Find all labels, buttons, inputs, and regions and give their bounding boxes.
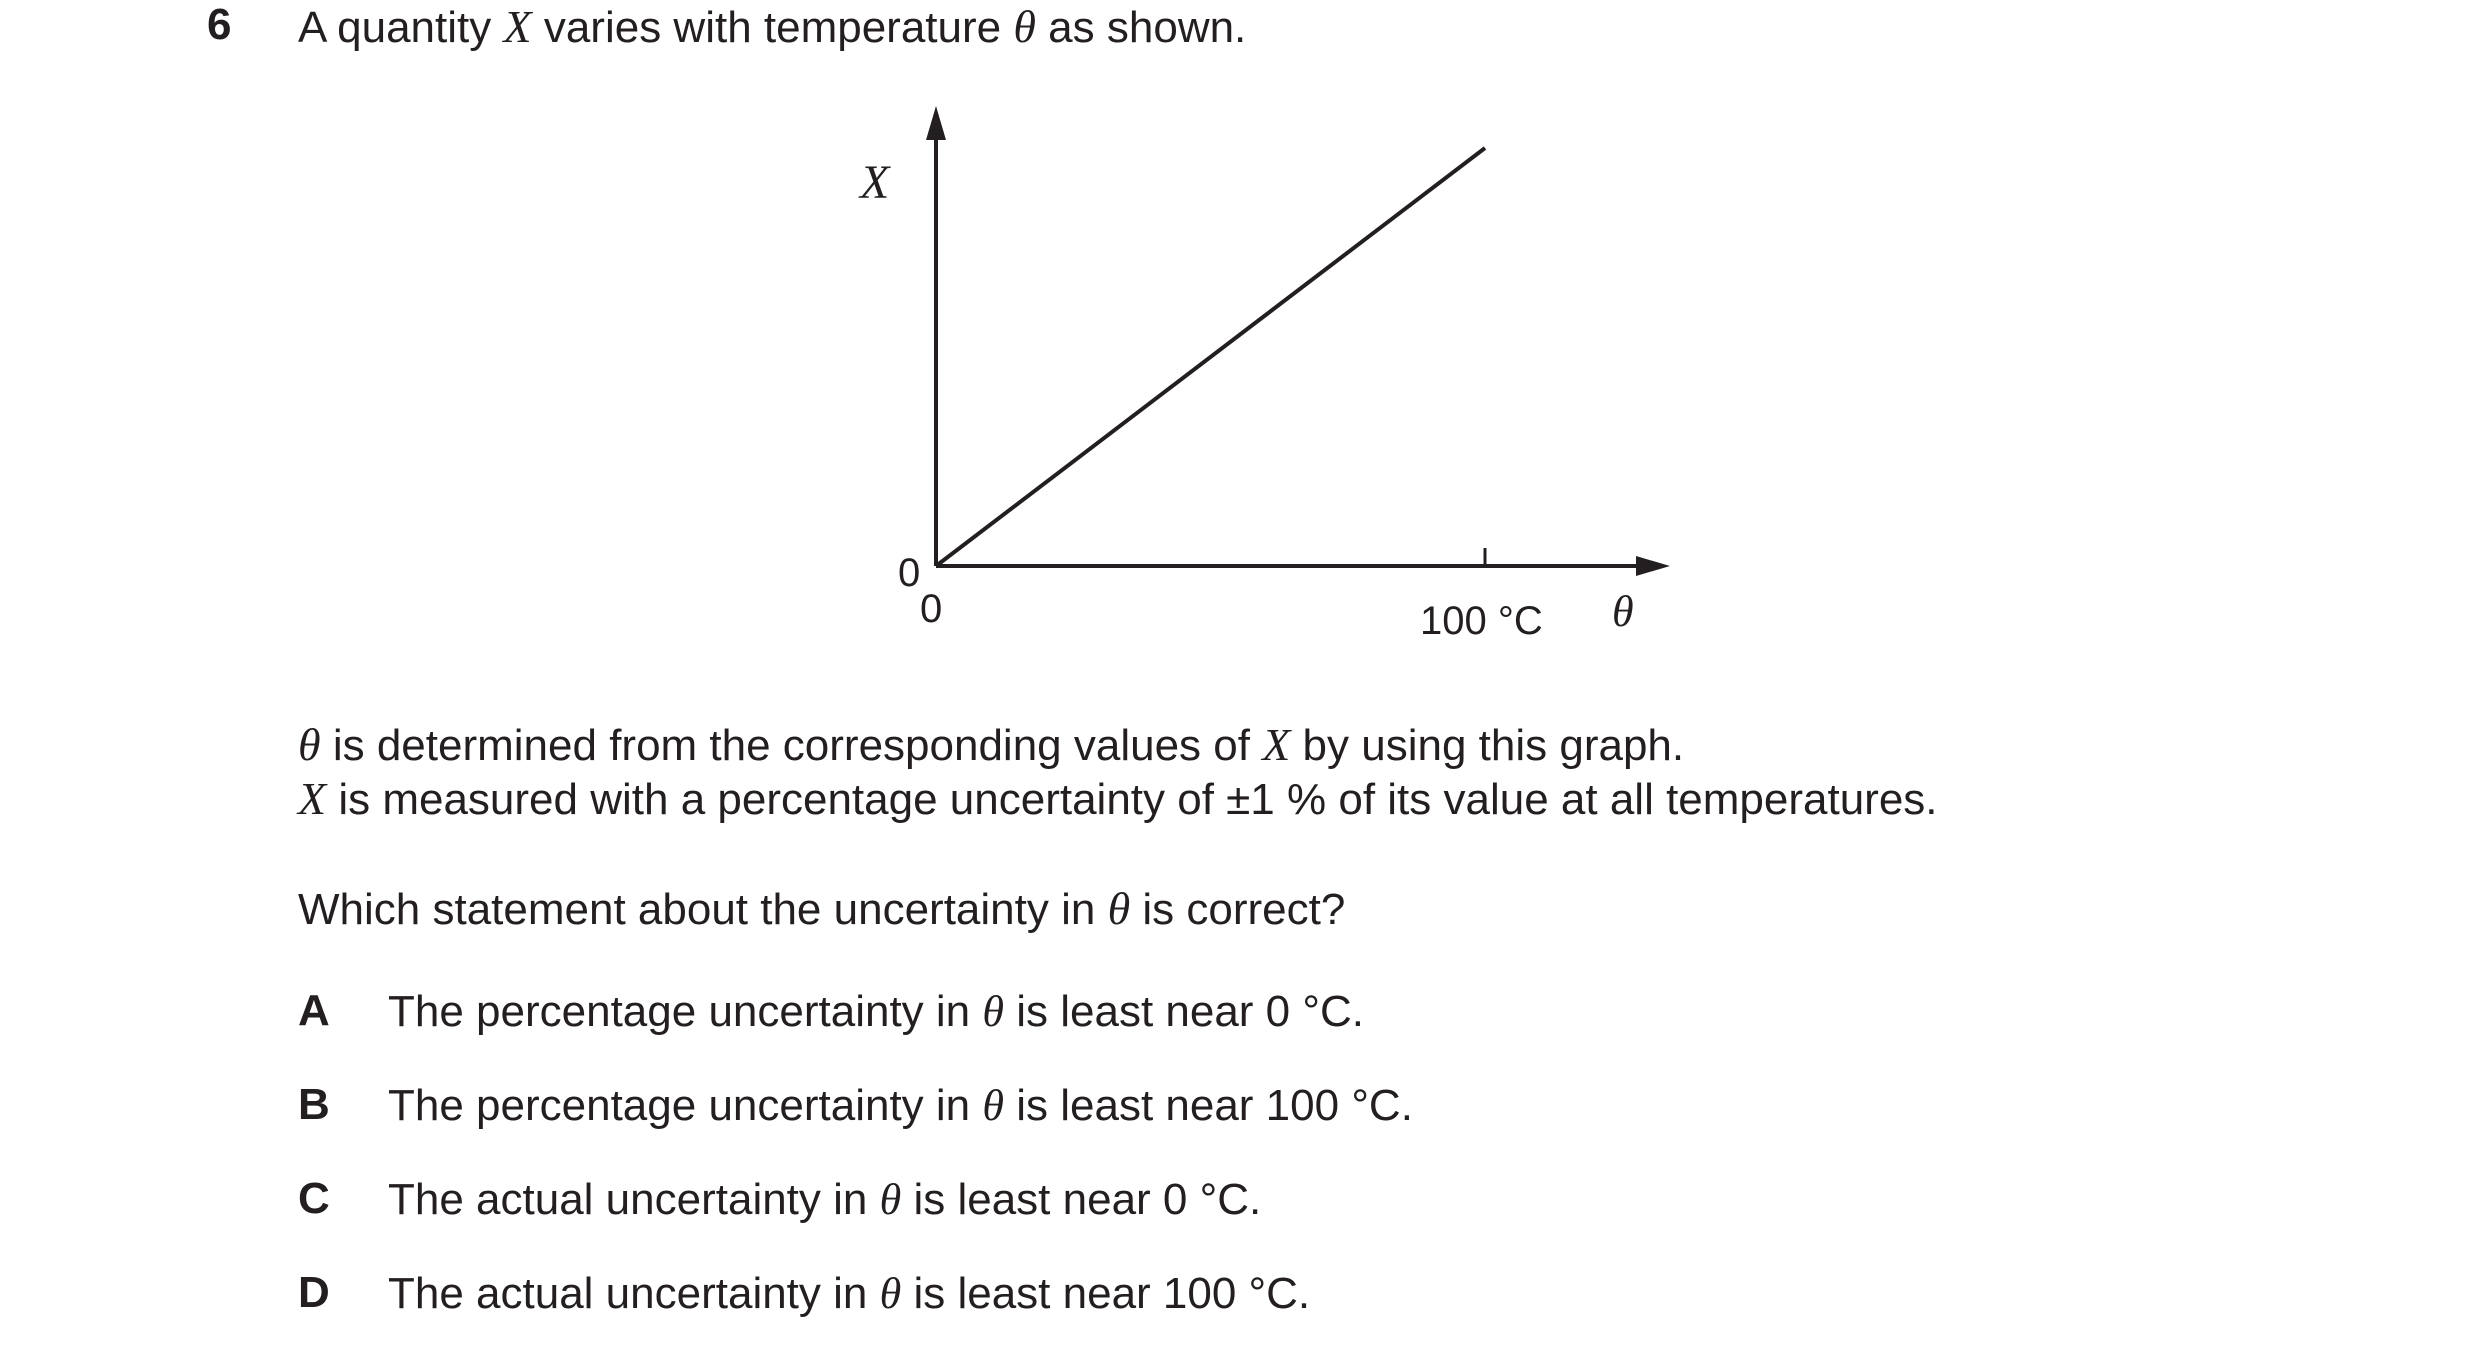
x-axis-label: θ (1612, 587, 1634, 636)
question-stem (298, 0, 1246, 53)
var-x: X (298, 773, 327, 824)
stem-text: varies with temperature (531, 3, 1014, 52)
text: is measured with a percentage uncertainty of ±1 % of its value at all temperatures. (326, 775, 1938, 824)
info-line-2 (298, 772, 1938, 825)
option-c-letter[interactable]: C (298, 1174, 330, 1223)
y-axis-label: X (860, 156, 890, 209)
x-axis-arrowhead (1636, 556, 1670, 576)
option-b-letter[interactable]: B (298, 1080, 330, 1129)
var-theta: θ (879, 1175, 902, 1224)
option-a-letter[interactable]: A (298, 986, 330, 1035)
text: is determined from the corresponding values of (320, 721, 1263, 770)
text: is least near 100 °C. (1004, 1081, 1413, 1130)
var-theta: θ (982, 987, 1004, 1036)
text: Which statement about the uncertainty in (298, 885, 1108, 934)
text: The actual uncertainty in (388, 1269, 880, 1318)
text: is correct? (1130, 885, 1346, 934)
text: The actual uncertainty in (388, 1175, 880, 1224)
option-d-letter[interactable]: D (298, 1268, 330, 1317)
var-x: X (1262, 719, 1291, 770)
stem-text: as shown. (1035, 3, 1247, 52)
var-theta: θ (298, 719, 321, 770)
x-vs-theta-graph (840, 96, 1670, 656)
option-a-text[interactable] (388, 986, 1364, 1037)
option-d-text[interactable] (388, 1268, 1310, 1319)
info-line-1 (298, 718, 1684, 771)
var-theta: θ (1107, 883, 1131, 934)
x-tick-label-100: 100 °C (1420, 599, 1543, 643)
var-theta: θ (982, 1081, 1004, 1130)
stem-text: A quantity (298, 3, 504, 52)
stem-var-theta: θ (1013, 1, 1036, 52)
text: by using this graph. (1290, 721, 1685, 770)
y-axis-arrowhead (926, 106, 946, 140)
text: is least near 0 °C. (1004, 987, 1364, 1036)
text: is least near 0 °C. (901, 1175, 1262, 1224)
question-prompt (298, 882, 1345, 935)
option-c-text[interactable] (388, 1174, 1261, 1225)
stem-var-x: X (503, 1, 532, 52)
text: is least near 100 °C. (901, 1269, 1311, 1318)
text: The percentage uncertainty in (388, 987, 983, 1036)
text: The percentage uncertainty in (388, 1081, 983, 1130)
x-origin-label: 0 (920, 587, 943, 631)
option-b-text[interactable] (388, 1080, 1413, 1131)
var-theta: θ (879, 1269, 902, 1318)
y-origin-label: 0 (898, 551, 921, 595)
question-number: 6 (207, 0, 232, 49)
data-line (936, 148, 1485, 566)
